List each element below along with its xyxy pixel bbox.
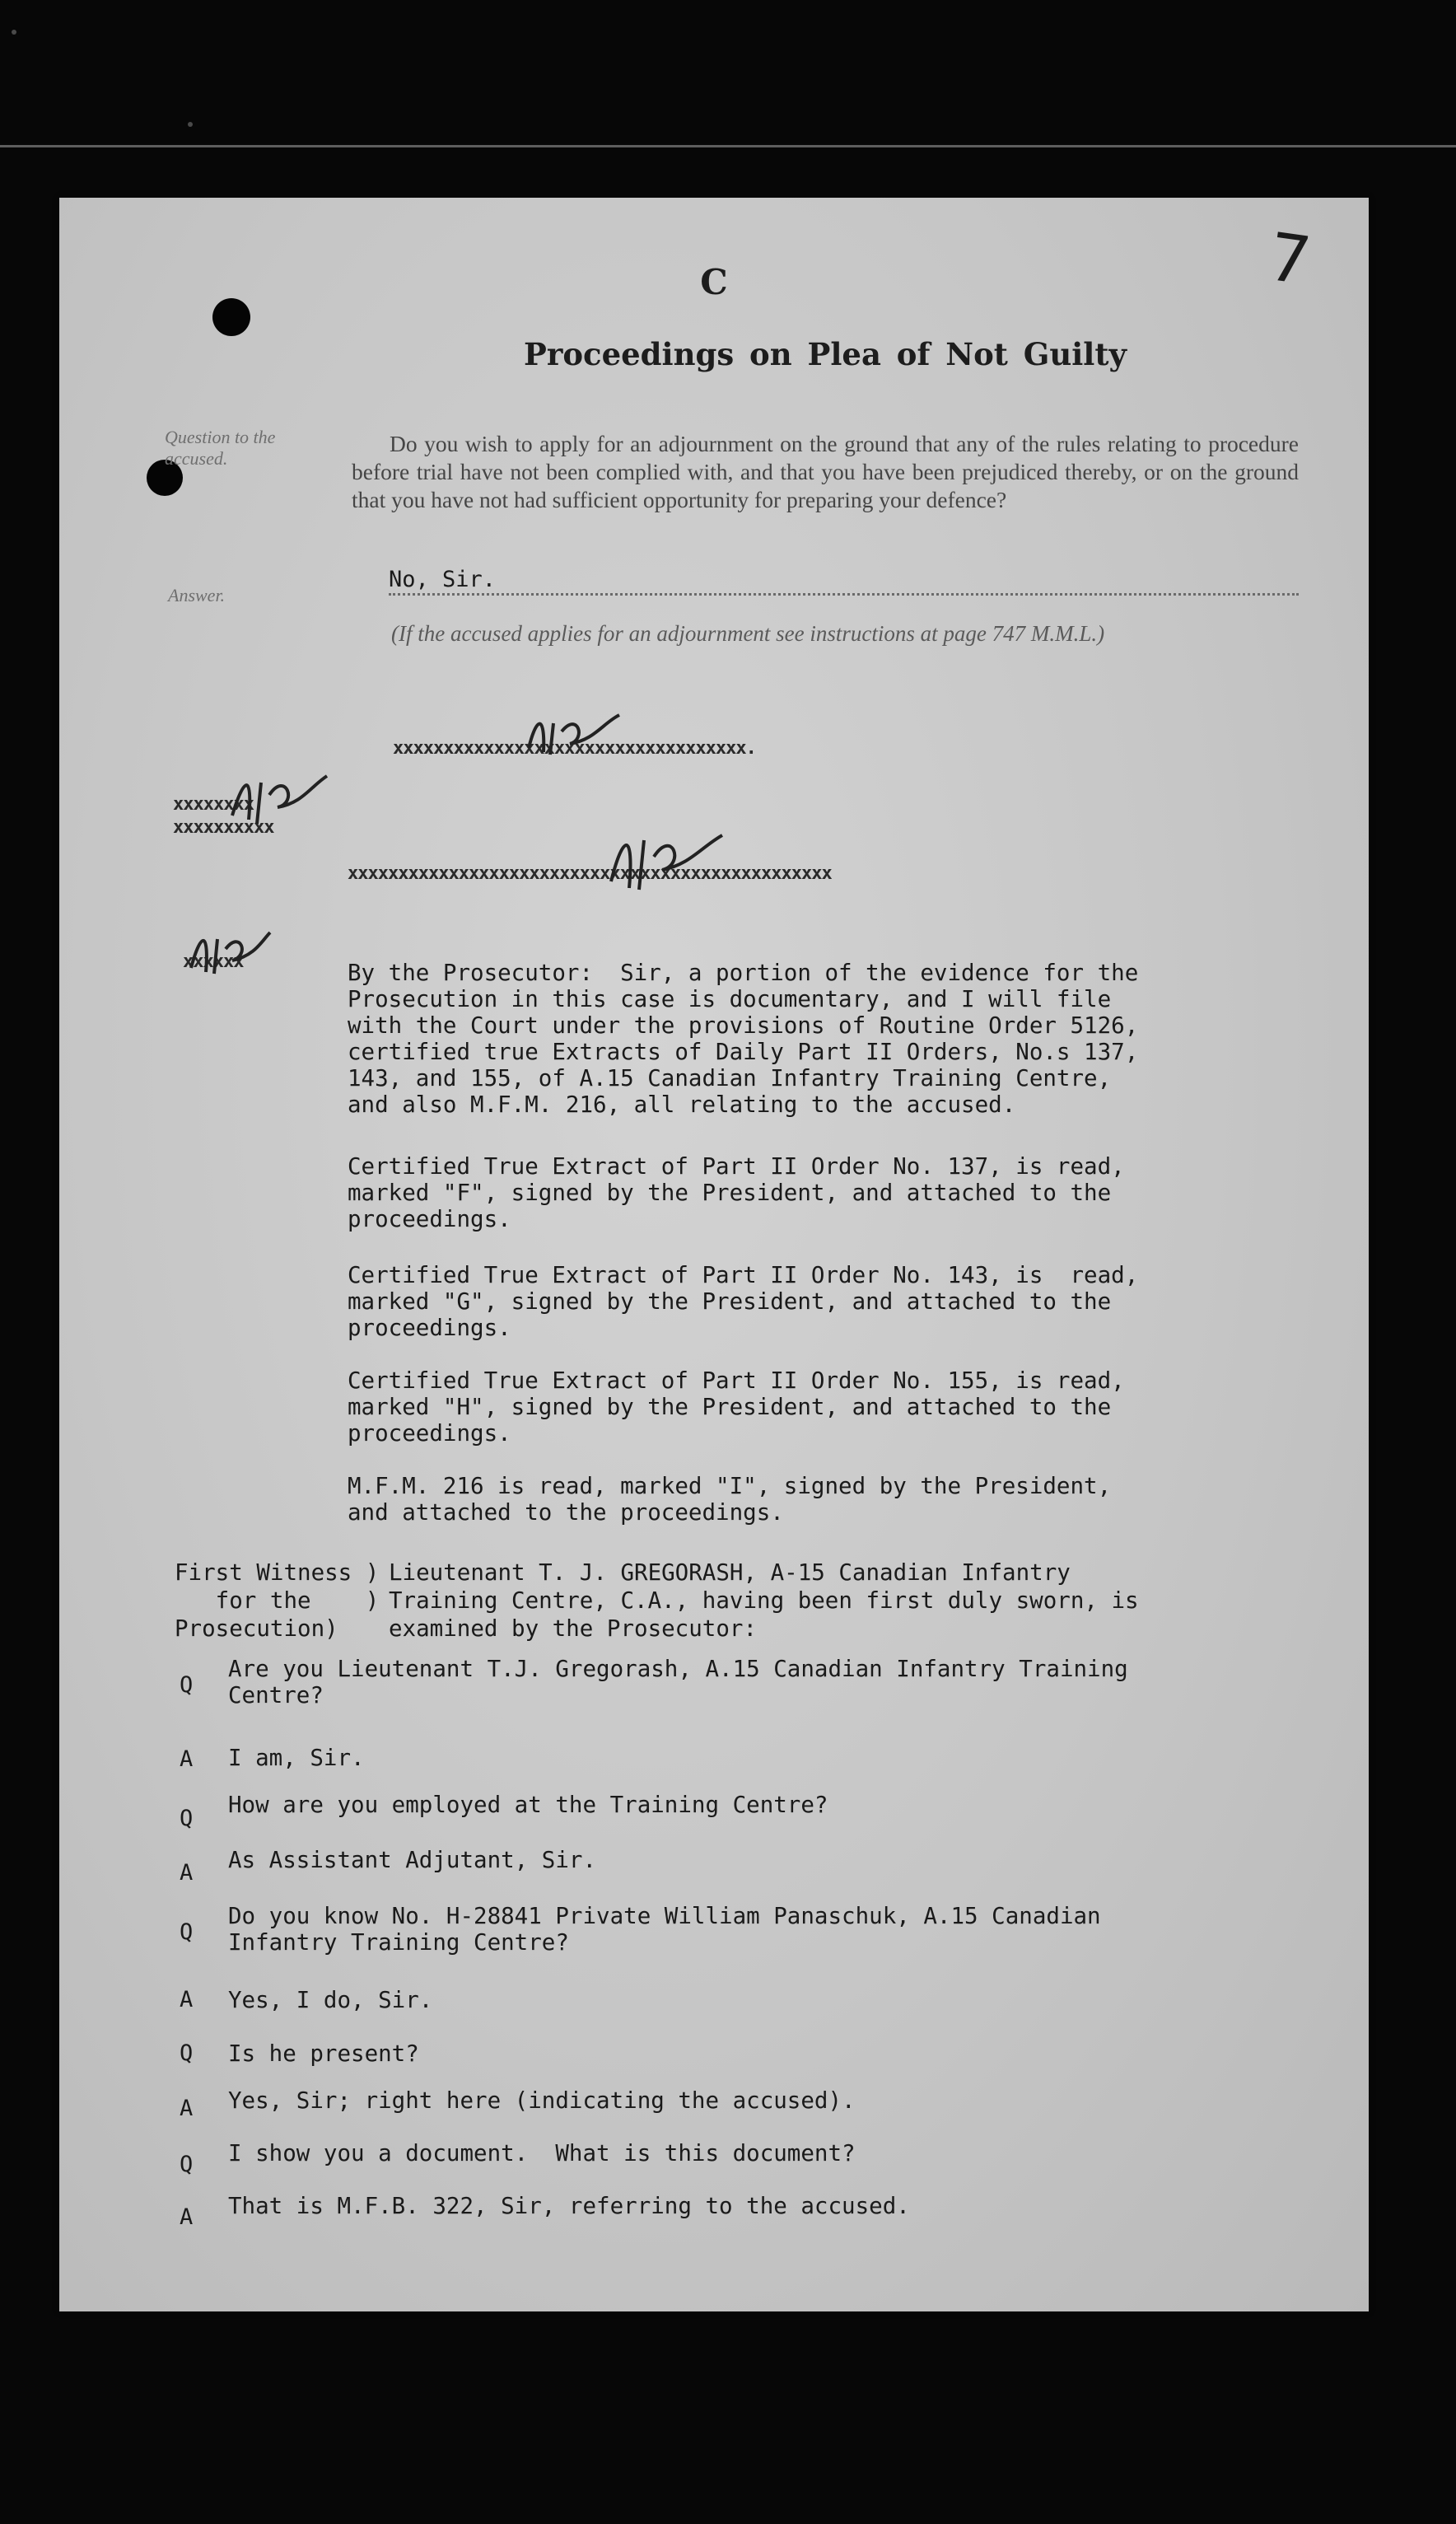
prosecutor-statement: By the Prosecutor: Sir, a portion of the evidence for the Prosecution in this case is documentary, and I will file with the Court under the provisions of Routine Order 5126, certified true Extracts of Daily Part II Orders, No.s 137, 143, and 155, of A.15 Canadian Infantry Training Centre, and also M.F.M. 216, all relating to the accused.	[348, 960, 1139, 1118]
qa-letter: A	[180, 1860, 194, 1886]
qa-letter: A	[180, 2096, 194, 2121]
qa-letter: A	[180, 1987, 194, 2012]
qa-letter: A	[180, 1746, 194, 1772]
qa-letter: A	[180, 2204, 194, 2230]
adjournment-instruction: (If the accused applies for an adjournment see instructions at page 747 M.M.L.)	[391, 621, 1105, 646]
qa-letter: Q	[180, 1806, 194, 1831]
question-text: Do you wish to apply for an adjournment on the ground that any of the rules relating to procedure before trial have not been complied with, and that you have been prejudiced thereby, or on the ground that you have not had sufficient opportunity for preparing your defence?	[352, 431, 1299, 512]
struck-out-line: xxxxxxxxxxxxxxxxxxxxxxxxxxxxxxxxxxx.	[393, 738, 756, 759]
section-letter: C	[700, 262, 728, 302]
struck-out-line: xxxxxxxxxxxxxxxxxxxxxxxxxxxxxxxxxxxxxxxxxxxxxxxx	[348, 863, 832, 884]
qa-text: I show you a document. What is this document?	[228, 2140, 856, 2166]
page-number: 7	[1264, 218, 1315, 300]
qa-letter: Q	[180, 1672, 194, 1698]
struck-out-line: xxxxxxxxxx	[173, 817, 274, 838]
struck-out-line: xxxxxxxx	[173, 794, 254, 815]
exhibit-h-paragraph: Certified True Extract of Part II Order No. 155, is read, marked "H", signed by the President, and attached to the proceedings.	[348, 1367, 1125, 1447]
form-title: Proceedings on Plea of Not Guilty	[524, 336, 1127, 372]
qa-text: Yes, Sir; right here (indicating the accused).	[228, 2087, 856, 2114]
film-speck	[188, 122, 193, 127]
qa-letter: Q	[180, 2040, 194, 2066]
film-speck	[12, 30, 16, 35]
punch-hole-icon	[212, 298, 250, 336]
answer-text: No, Sir.	[389, 567, 497, 592]
exhibit-f-paragraph: Certified True Extract of Part II Order No. 137, is read, marked "F", signed by the President, and attached to the proceedings.	[348, 1153, 1125, 1232]
exhibit-g-paragraph: Certified True Extract of Part II Order No. 143, is read, marked "G", signed by the President, and attached to the proceedings.	[348, 1262, 1139, 1341]
witness-introduction: Lieutenant T. J. GREGORASH, A-15 Canadian Infantry Training Centre, C.A., having been first duly sworn, is examined by the Prosecutor:	[389, 1559, 1139, 1642]
handwritten-initials	[603, 824, 726, 898]
qa-text: Do you know No. H-28841 Private William Panaschuk, A.15 Canadian Infantry Training Centre?	[228, 1903, 1101, 1956]
qa-text: Is he present?	[228, 2040, 419, 2067]
handwritten-initials	[520, 707, 628, 764]
qa-text: How are you employed at the Training Centre?	[228, 1792, 828, 1818]
qa-text: Yes, I do, Sir.	[228, 1987, 433, 2013]
qa-letter: Q	[180, 1919, 194, 1945]
qa-text: That is M.F.B. 322, Sir, referring to the accused.	[228, 2193, 910, 2219]
struck-out-line: xxxxxx	[183, 951, 244, 972]
answer-dotted-line	[389, 568, 1299, 596]
qa-text: Are you Lieutenant T.J. Gregorash, A.15 Canadian Infantry Training Centre?	[228, 1656, 1128, 1708]
handwritten-initials	[183, 923, 273, 980]
qa-text: I am, Sir.	[228, 1745, 365, 1771]
exhibit-i-paragraph: M.F.M. 216 is read, marked "I", signed by the President, and attached to the proceedings.	[348, 1473, 1112, 1526]
handwritten-initials	[224, 766, 331, 832]
qa-letter: Q	[180, 2152, 194, 2177]
answer-label: Answer.	[168, 585, 226, 605]
film-strip-edge	[0, 145, 1456, 147]
witness-heading: First Witness ) for the ) Prosecution)	[175, 1559, 380, 1642]
document-page	[59, 198, 1369, 2311]
qa-text: As Assistant Adjutant, Sir.	[228, 1847, 597, 1873]
question-label: Question to the accused.	[165, 427, 276, 469]
